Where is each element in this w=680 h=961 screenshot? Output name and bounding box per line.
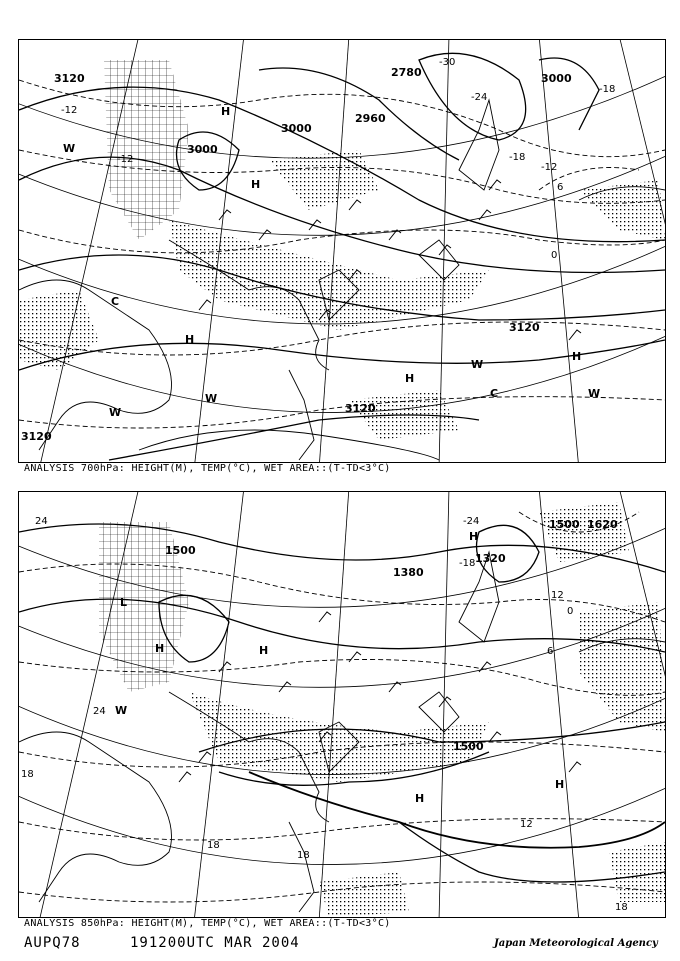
warm-marker: W (115, 704, 128, 717)
low-marker: L (120, 596, 128, 609)
cold-marker: C (490, 387, 499, 400)
high-marker: H (469, 530, 479, 543)
temp-label: 6 (547, 646, 554, 657)
temp-label: 18 (615, 902, 628, 913)
valid-time: 191200UTC MAR 2004 (130, 935, 300, 951)
agency-name: Japan Meteorological Agency (494, 938, 658, 949)
warm-marker: W (109, 406, 122, 419)
temp-label: 24 (93, 706, 106, 717)
temp-label: 0 (551, 250, 558, 261)
height-label: 1500 (549, 518, 580, 531)
caption-850hpa: ANALYSIS 850hPa: HEIGHT(M), TEMP(°C), WET AREA::(T-TD<3°C) (24, 918, 391, 929)
temp-label: -24 (471, 92, 488, 103)
height-label: 1500 (165, 544, 196, 557)
height-label: 1500 (453, 740, 484, 753)
temp-label: 18 (21, 769, 34, 780)
temp-label: 24 (35, 516, 48, 527)
warm-marker: W (63, 142, 76, 155)
high-marker: H (415, 792, 425, 805)
map-850hpa-canvas (19, 492, 665, 917)
temp-label: -30 (439, 57, 456, 68)
temp-label: -12 (61, 105, 78, 116)
high-marker: H (185, 333, 195, 346)
height-label: 3000 (187, 143, 218, 156)
high-marker: H (572, 350, 582, 363)
warm-marker: W (588, 387, 601, 400)
height-label: 3120 (54, 72, 85, 85)
height-label: 1380 (393, 566, 424, 579)
map-700hpa-canvas (19, 40, 665, 462)
height-label: 1620 (587, 518, 618, 531)
temp-label: -18 (459, 558, 476, 569)
map-850hpa (18, 491, 666, 918)
map-700hpa (18, 39, 666, 463)
high-marker: H (259, 644, 269, 657)
height-label: 2780 (391, 66, 422, 79)
height-label: 3000 (281, 122, 312, 135)
temp-label: 0 (567, 606, 574, 617)
wet-areas (99, 502, 665, 917)
caption-700hpa: ANALYSIS 700hPa: HEIGHT(M), TEMP(°C), WET AREA::(T-TD<3°C) (24, 463, 391, 474)
height-label: 3120 (509, 321, 540, 334)
high-marker: H (251, 178, 261, 191)
high-marker: H (555, 778, 565, 791)
temp-label: -12 (117, 154, 134, 165)
temp-label: 18 (207, 840, 220, 851)
high-marker: H (405, 372, 415, 385)
high-marker: H (221, 105, 231, 118)
warm-marker: W (205, 392, 218, 405)
temp-label: -12 (541, 162, 558, 173)
temp-label: -24 (463, 516, 480, 527)
height-label: 3120 (21, 430, 52, 443)
temp-label: 18 (297, 850, 310, 861)
temp-label: 12 (520, 819, 533, 830)
height-label: 2960 (355, 112, 386, 125)
temp-label: 12 (551, 590, 564, 601)
cold-marker: C (111, 295, 120, 308)
height-label: 1320 (475, 552, 506, 565)
product-code: AUPQ78 (24, 935, 81, 951)
height-label: 3120 (345, 402, 376, 415)
temp-label: 6 (557, 182, 564, 193)
wet-areas (19, 60, 665, 440)
temp-label: -18 (599, 84, 616, 95)
warm-marker: W (471, 358, 484, 371)
height-label: 3000 (541, 72, 572, 85)
temp-label: -18 (509, 152, 526, 163)
high-marker: H (155, 642, 165, 655)
